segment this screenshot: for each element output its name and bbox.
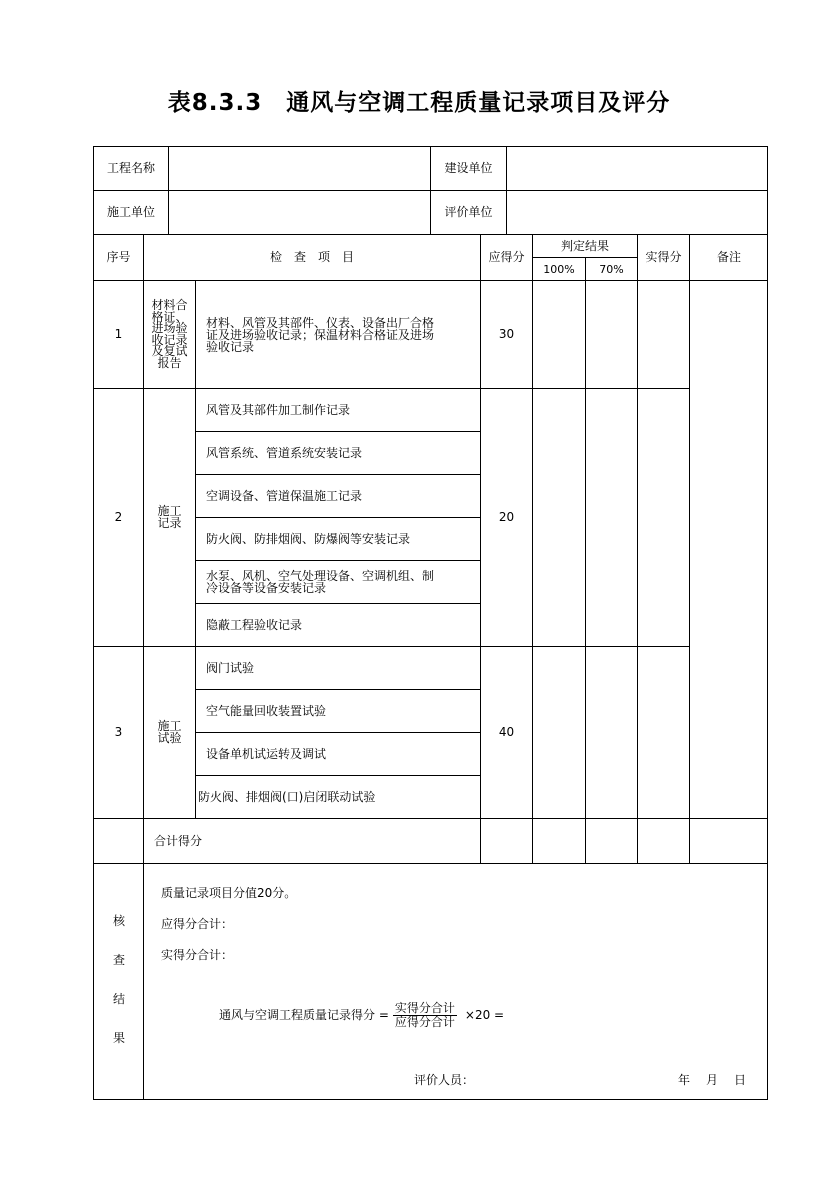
project-name-field[interactable] — [169, 147, 431, 191]
group2-score: 20 — [481, 389, 533, 647]
evaluator-label: 评价人员： — [414, 1073, 475, 1087]
score-formula — [219, 1002, 504, 1029]
group3-actual-cell[interactable] — [638, 647, 690, 819]
group2-item-6: 隐蔽工程验收记录 — [196, 604, 481, 647]
group1-seq: 1 — [94, 281, 144, 389]
group1-category: 材料合 格证、 进场验 收记录 及复试 报告 — [144, 281, 196, 389]
group2-seq: 2 — [94, 389, 144, 647]
group3-item-1: 阀门试验 — [196, 647, 481, 690]
total-due-cell[interactable] — [481, 819, 533, 864]
group2-pct70-cell[interactable] — [586, 389, 638, 647]
project-name-label: 工程名称 — [94, 147, 169, 191]
group1-score: 30 — [481, 281, 533, 389]
group3-item-3: 设备单机试运转及调试 — [196, 733, 481, 776]
formula-numerator: 实得分合计 — [394, 1001, 455, 1015]
group3-item-2: 空气能量回收装置试验 — [196, 690, 481, 733]
group1-actual-cell[interactable] — [638, 281, 690, 389]
group1-pct70-cell[interactable] — [586, 281, 638, 389]
evaluator-unit-field[interactable] — [507, 191, 768, 235]
check-result-body — [144, 864, 768, 1100]
group3-item-4: 防火阀、排烟阀(口)启闭联动试验 — [196, 776, 481, 819]
evaluator-unit-label: 评价单位 — [431, 191, 507, 235]
total-pct100-cell[interactable] — [533, 819, 586, 864]
group3-category: 施工 试验 — [144, 647, 196, 819]
date-month: 月 — [706, 1073, 719, 1087]
group3-score: 40 — [481, 647, 533, 819]
total-pct70-cell[interactable] — [586, 819, 638, 864]
actual-score-header: 实得分 — [638, 235, 690, 281]
total-label: 合计得分 — [144, 819, 481, 864]
group1-pct100-cell[interactable] — [533, 281, 586, 389]
score-note: 质量记录项目分值20分。 — [161, 886, 297, 900]
page-title: 表8.3.3 通风与空调工程质量记录项目及评分 — [167, 90, 671, 116]
group2-item-4: 防火阀、防排烟阀、防爆阀等安装记录 — [196, 518, 481, 561]
group3-pct70-cell[interactable] — [586, 647, 638, 819]
group2-item-5: 水泵、风机、空气处理设备、空调机组、制 冷设备等设备安装记录 — [196, 561, 481, 604]
builder-field[interactable] — [169, 191, 431, 235]
judgment-header: 判定结果 — [533, 235, 638, 258]
formula-fraction — [393, 1002, 457, 1029]
pct70-header: 70% — [586, 258, 638, 281]
total-seq-cell — [94, 819, 144, 864]
remark-header: 备注 — [690, 235, 768, 281]
group2-item-1: 风管及其部件加工制作记录 — [196, 389, 481, 432]
construction-unit-label: 建设单位 — [431, 147, 507, 191]
group3-seq: 3 — [94, 647, 144, 819]
quality-record-table — [93, 146, 768, 1100]
group1-item: 材料、风管及其部件、仪表、设备出厂合格 证及进场验收记录；保温材料合格证及进场 验收记录 — [196, 281, 481, 389]
formula-prefix: 通风与空调工程质量记录得分 = — [219, 1008, 389, 1022]
pct100-header: 100% — [533, 258, 586, 281]
group3-pct100-cell[interactable] — [533, 647, 586, 819]
group2-actual-cell[interactable] — [638, 389, 690, 647]
construction-unit-field[interactable] — [507, 147, 768, 191]
total-actual-cell[interactable] — [638, 819, 690, 864]
date-year: 年 — [678, 1073, 691, 1087]
remark-cell[interactable] — [690, 281, 768, 819]
group2-item-2: 风管系统、管道系统安装记录 — [196, 432, 481, 475]
builder-label: 施工单位 — [94, 191, 169, 235]
seq-header: 序号 — [94, 235, 144, 281]
formula-denominator: 应得分合计 — [394, 1015, 455, 1029]
due-score-header: 应得分 — [481, 235, 533, 281]
check-result-label: 核 查 结 果 — [94, 864, 144, 1100]
group2-item-3: 空调设备、管道保温施工记录 — [196, 475, 481, 518]
formula-suffix: ×20 = — [464, 1008, 505, 1022]
date-day: 日 — [734, 1073, 747, 1087]
group2-category: 施工 记录 — [144, 389, 196, 647]
group2-pct100-cell[interactable] — [533, 389, 586, 647]
total-remark-cell[interactable] — [690, 819, 768, 864]
check-items-header: 检 查 项 目 — [144, 235, 481, 281]
actual-total-label: 实得分合计： — [161, 948, 234, 962]
due-total-label: 应得分合计： — [161, 917, 234, 931]
